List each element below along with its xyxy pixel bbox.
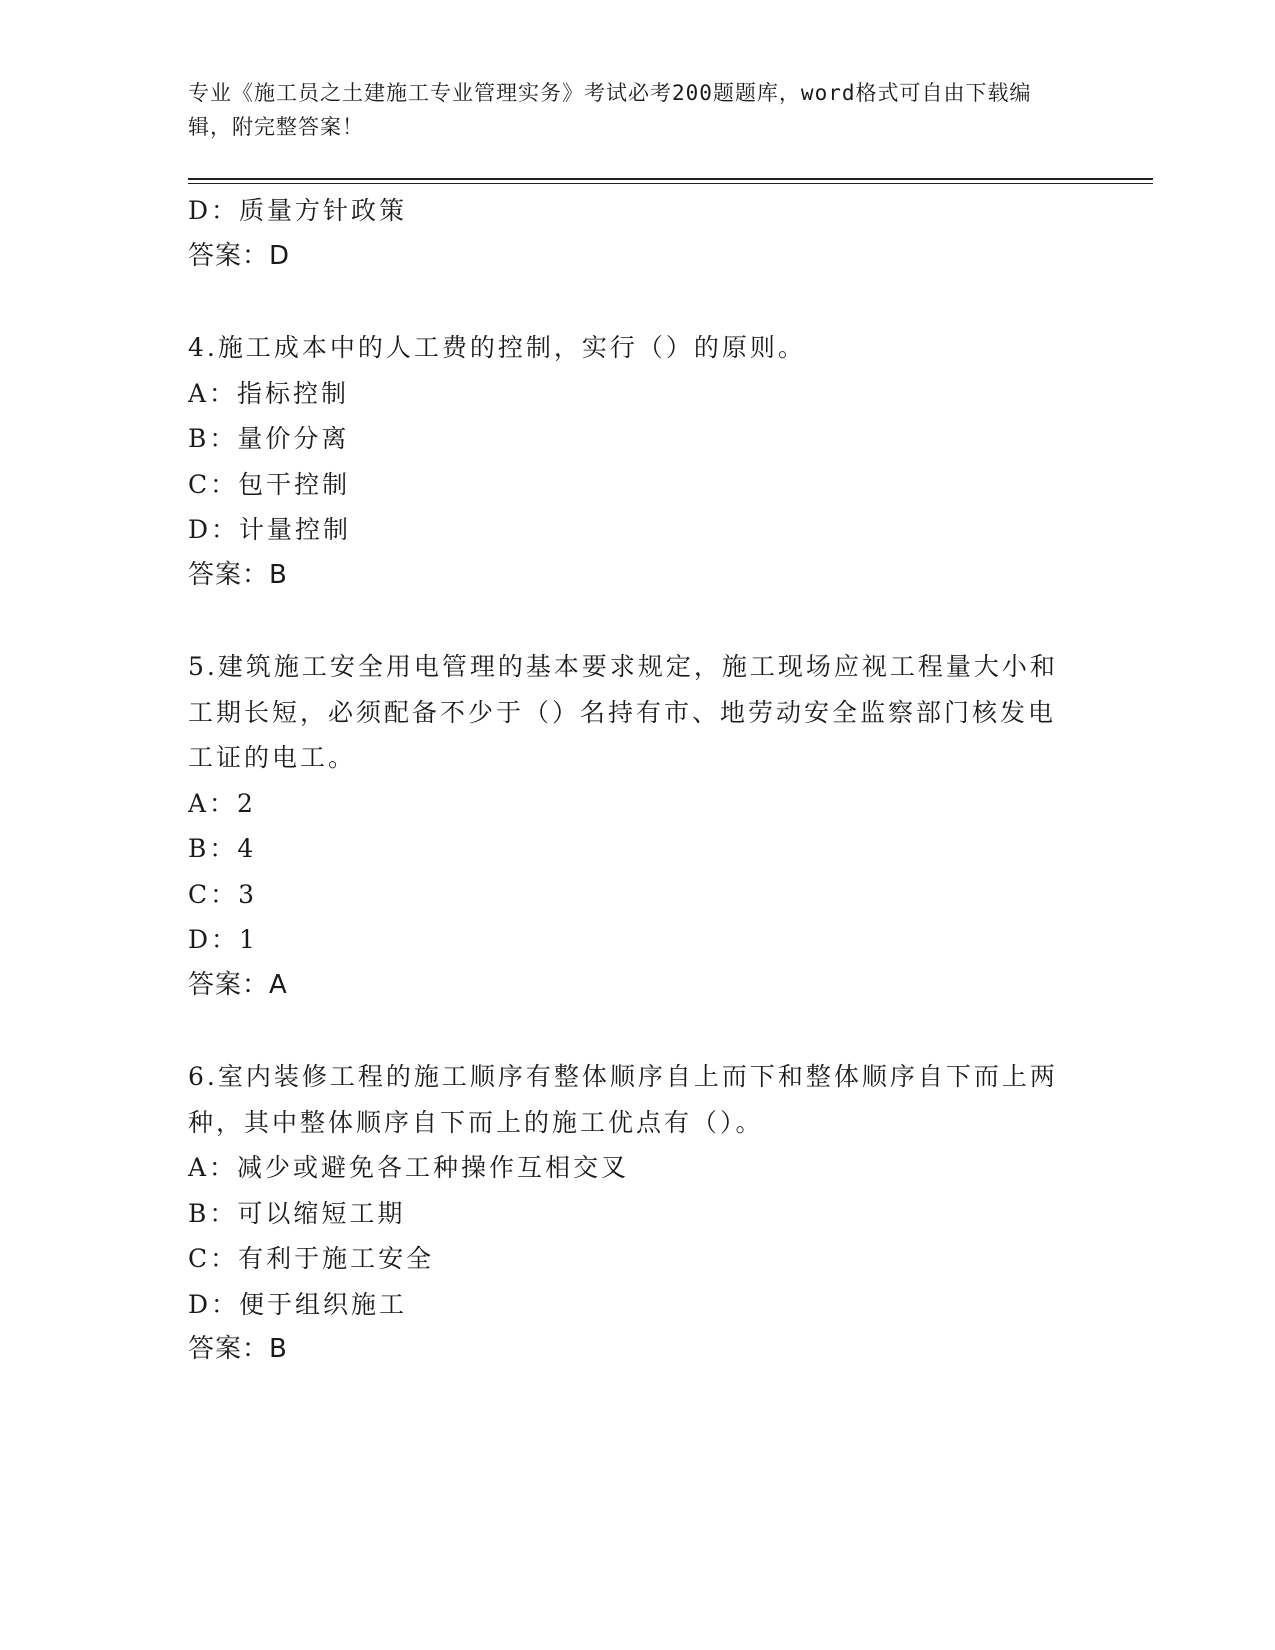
answer-line: 答案：B <box>188 559 288 590</box>
option-a: A：减少或避免各工种操作互相交叉 <box>188 1153 630 1182</box>
question-4 <box>188 325 1068 598</box>
document-body <box>188 188 1068 1373</box>
question-5 <box>188 644 1068 1008</box>
option-a: A：指标控制 <box>188 378 350 408</box>
document-header: 专业《施工员之土建施工专业管理实务》考试必考200题题库，word格式可自由下载编辑，附完整答案！ <box>188 81 1032 139</box>
option-a: A：2 <box>188 788 256 818</box>
answer-line: 答案：B <box>188 1334 288 1364</box>
option-b: B：量价分离 <box>188 424 350 453</box>
option-c: C：包干控制 <box>188 469 351 499</box>
header-divider-thin <box>188 183 1153 184</box>
answer-line: 答案：A <box>188 969 288 1000</box>
question-stem: 5.建筑施工安全用电管理的基本要求规定，施工现场应视工程量大小和工期长短，必须配备不少于（）名持有市、地劳动安全监察部门核发电工证的电工。 <box>188 652 1058 772</box>
previous-question-tail <box>188 188 1068 279</box>
header-divider-thick <box>188 178 1153 180</box>
question-6 <box>188 1054 1068 1373</box>
question-stem: 6.室内装修工程的施工顺序有整体顺序自上而下和整体顺序自下而上两种，其中整体顺序自下而上的施工优点有（）。 <box>188 1062 1058 1137</box>
option-d: D：便于组织施工 <box>188 1289 408 1319</box>
option-d: D：1 <box>188 925 258 954</box>
option-c: C：3 <box>188 879 258 909</box>
option-d: D：计量控制 <box>188 515 352 544</box>
option-d: D：质量方针政策 <box>188 196 408 225</box>
option-c: C：有利于施工安全 <box>188 1244 435 1273</box>
answer-line: 答案：D <box>188 240 291 271</box>
question-stem: 4.施工成本中的人工费的控制，实行（）的原则。 <box>188 333 806 362</box>
option-b: B：4 <box>188 834 257 863</box>
option-b: B：可以缩短工期 <box>188 1198 406 1228</box>
